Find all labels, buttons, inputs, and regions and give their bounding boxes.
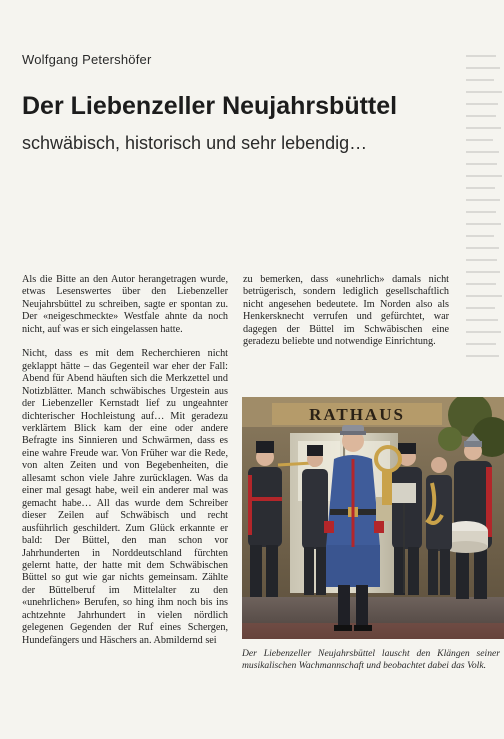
text-column-right bbox=[243, 274, 449, 361]
article-title: Der Liebenzeller Neujahrsbüttel bbox=[22, 92, 398, 120]
rathaus-sign-text: RATHAUS bbox=[309, 405, 405, 424]
photo-neujahrsbuettel bbox=[242, 397, 504, 639]
article-subtitle: schwäbisch, historisch und sehr lebendig… bbox=[22, 133, 368, 153]
text-column-left bbox=[22, 274, 228, 659]
paragraph-continuation: zu bemerken, dass «unehrlich» damals nicht betrügerisch, sondern lediglich gesellschaftlich nicht angesehen bedeutete. Im Norden also als Henkersknecht verrufen und gefürchtet, war dagegen der Büttel im Schwäbischen eine geradezu beliebte und notwendige Einrichtung. bbox=[243, 274, 449, 348]
paragraph-intro: Als die Bitte an den Autor herangetragen wurde, etwas Lesenswertes über den Liebenzeller Neujahrsbüttel zu schreiben, sagte er spontan zu. Der «neigeschmeckte» Westfale ahnte da noch nicht, auf was er sich eingelassen hatte. bbox=[22, 274, 228, 335]
paragraph-research: Nicht, dass es mit dem Recherchieren nicht geklappt hätte – das Gegenteil war eher der Fall: Abend für Abend häuften sich die Merkzettel und Notizblätter. Manch schwäbisches Urgestein aus der Liebenzeller Kernstadt lief zu ungeahnter dichterischer Hochleistung auf… Mit geradezu verklärtem Blick kam der eine oder andere Befragte ins Sinnieren und Schwärmen, dass es eine wahre Freude war. Von Früher war die Rede, von alten Zeiten und von Begebenheiten, die allesamt schon viele Jahre zurücklagen. Was da einer mal gesagt habe, weil ein anderer mal was gemacht habe… All das wurde dem Schreiber dieser Zeilen auf Schwäbisch und recht ausführlich geschildert. Zum Glück erkannte er bald: Der Büttel, den man schon vor Jahrhunderten in Norddeutschland fürchten gelernt hatte, der hatte mit dem Schwäbischen Büttel so gut wie gar nichts gemeinsam. Zählte der Büttelberuf im Mittelalter zu den «unehrlichen» Berufen, so hing ihm noch bis ins achtzehnte Jahrhundert in vielen nördlich gelegenen Gegenden der Ruf eines Schergen, Hundefängers und Häschers an. Abmildernd sei bbox=[22, 348, 228, 646]
author-name: Wolfgang Petershöfer bbox=[22, 52, 152, 67]
photo-caption: Der Liebenzeller Neujahrsbüttel lauscht den Klängen seiner musikalischen Wachmannschaft und beobachtet dabei das Volk. bbox=[242, 648, 500, 672]
